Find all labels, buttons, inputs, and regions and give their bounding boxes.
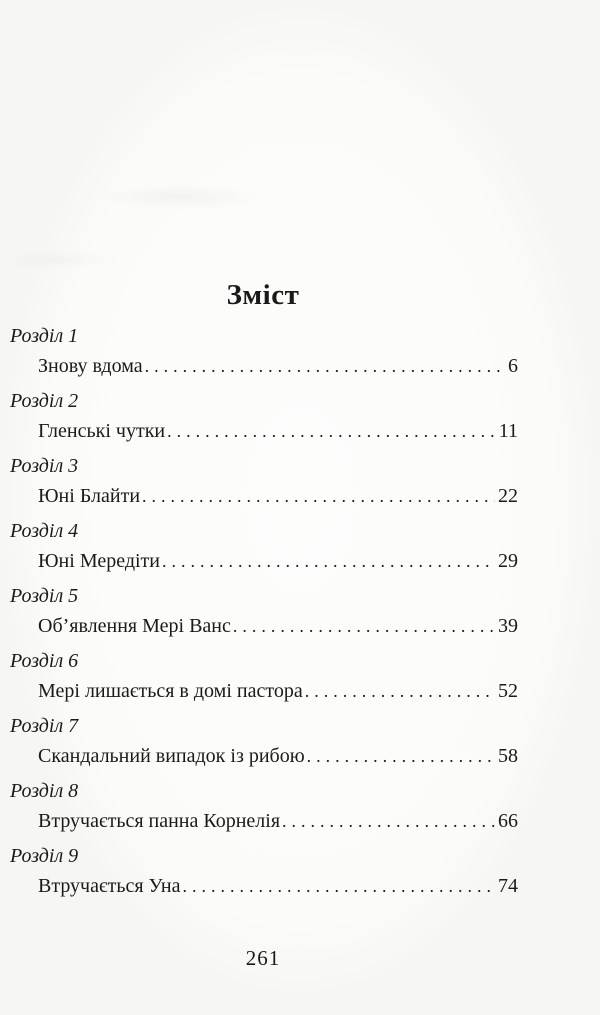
toc-entry	[8, 324, 518, 378]
chapter-line	[8, 679, 518, 703]
chapter-line	[8, 614, 518, 638]
toc-entry	[8, 584, 518, 638]
chapter-line	[8, 809, 518, 833]
chapter-label: Розділ 9	[10, 845, 79, 867]
chapter-title: Юні Блайти	[38, 485, 141, 507]
chapter-line	[8, 549, 518, 573]
chapter-label: Розділ 1	[10, 325, 79, 347]
dot-leader	[142, 484, 495, 508]
chapter-page-number: 52	[498, 680, 518, 702]
toc-entry	[8, 779, 518, 833]
chapter-page-number: 6	[508, 355, 518, 377]
chapter-title: Скандальний випадок із рибою	[38, 745, 305, 767]
chapter-label: Розділ 4	[10, 520, 79, 542]
chapter-label: Розділ 6	[10, 650, 79, 672]
chapter-page-number: 22	[498, 485, 518, 507]
chapter-line	[8, 419, 518, 443]
chapter-line	[8, 484, 518, 508]
toc-entry	[8, 389, 518, 443]
chapter-page-number: 58	[498, 745, 518, 767]
dot-leader	[183, 874, 496, 898]
dot-leader	[282, 809, 495, 833]
toc-entry	[8, 844, 518, 898]
chapter-title: Гленські чутки	[38, 420, 166, 442]
dot-leader	[233, 614, 495, 638]
chapter-title: Об’явлення Мері Ванс	[38, 615, 231, 637]
dot-leader	[305, 679, 495, 703]
chapter-label: Розділ 7	[10, 715, 79, 737]
chapter-page-number: 66	[498, 810, 518, 832]
footer-page-number: 261	[245, 946, 281, 970]
chapter-page-number: 39	[498, 615, 518, 637]
chapter-page-number: 29	[498, 550, 518, 572]
toc-list	[8, 324, 518, 909]
chapter-page-number: 74	[498, 875, 518, 897]
chapter-title: Мері лишається в домі пастора	[38, 680, 303, 702]
toc-entry	[8, 454, 518, 508]
dot-leader	[307, 744, 495, 768]
chapter-label: Розділ 8	[10, 780, 79, 802]
chapter-line	[8, 874, 518, 898]
toc-entry	[8, 714, 518, 768]
chapter-label: Розділ 2	[10, 390, 79, 412]
chapter-title: Втручається Уна	[38, 875, 181, 897]
chapter-label: Розділ 5	[10, 585, 79, 607]
dot-leader	[167, 419, 496, 443]
chapter-title: Втручається панна Корнелія	[38, 810, 281, 832]
dot-leader	[162, 549, 495, 573]
chapter-label: Розділ 3	[10, 455, 79, 477]
chapter-line	[8, 744, 518, 768]
toc-entry	[8, 649, 518, 703]
contents-title: Зміст	[226, 279, 300, 311]
chapter-line	[8, 354, 518, 378]
dot-leader	[145, 354, 505, 378]
toc-entry	[8, 519, 518, 573]
chapter-page-number: 11	[498, 420, 518, 442]
chapter-title: Знову вдома	[38, 355, 143, 377]
chapter-title: Юні Мередіти	[38, 550, 161, 572]
